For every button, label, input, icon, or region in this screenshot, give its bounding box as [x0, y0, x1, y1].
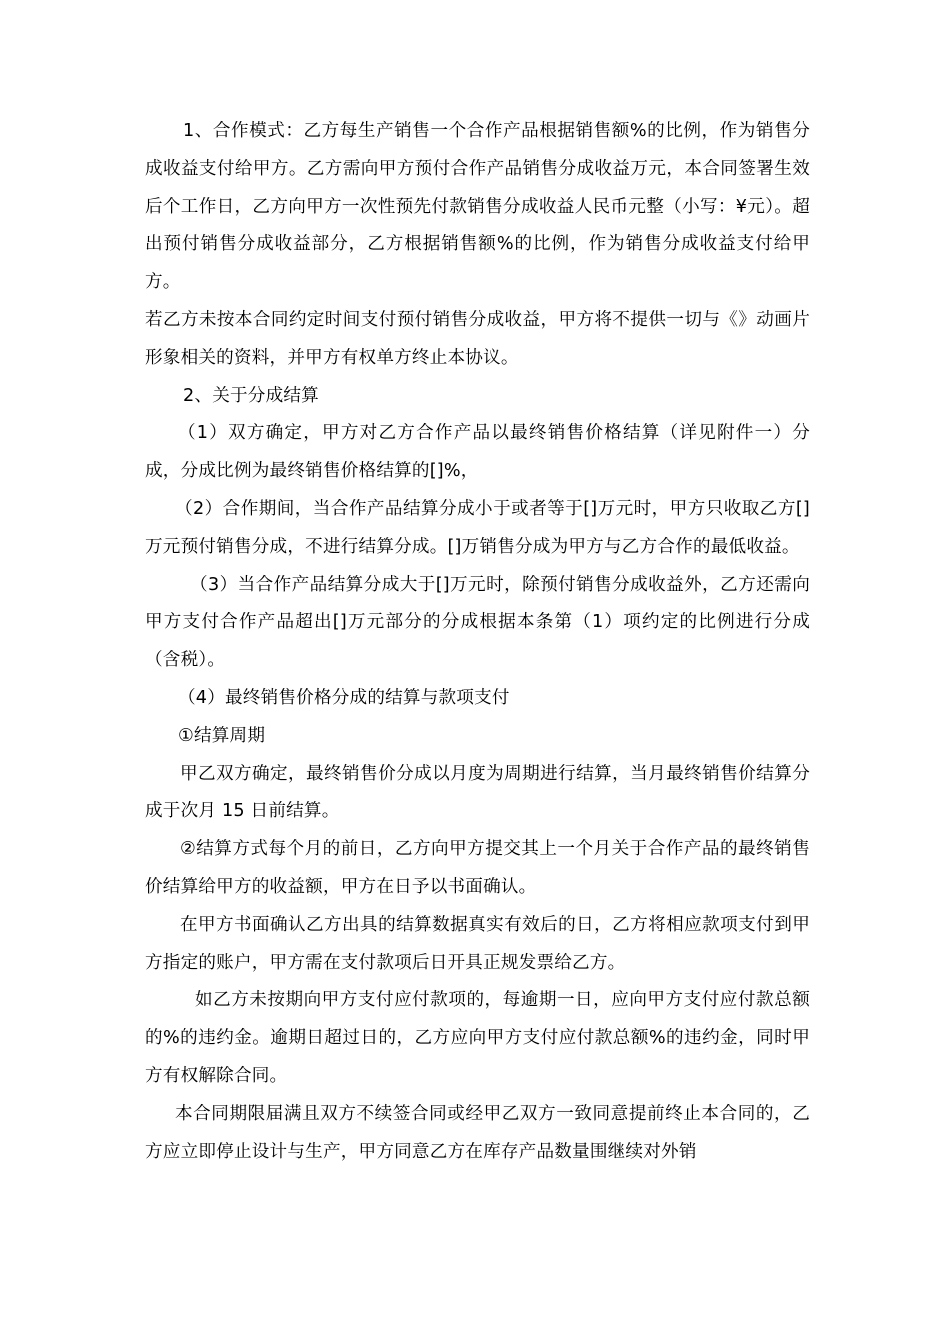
paragraph-payment-account: 在甲方书面确认乙方出具的结算数据真实有效后的日，乙方将相应款项支付到甲方指定的账户，甲方需在支付款项后日开具正规发票给乙方。: [145, 914, 810, 973]
paragraph-settlement-method: ②结算方式每个月的前日，乙方向甲方提交其上一个月关于合作产品的最终销售价结算给甲方的收益额，甲方在日予以书面确认。: [145, 839, 810, 897]
section-heading-settlement: 2、关于分成结算: [183, 385, 319, 406]
paragraph-cooperation-mode: 1、合作模式：乙方每生产销售一个合作产品根据销售额%的比例，作为销售分成收益支付给甲方。乙方需向甲方预付合作产品销售分成收益万元，本合同签署生效后个工作日，乙方向甲方一次性预先付款销售分成收益人民币元整（小写：¥元）。超出预付销售分成收益部分，乙方根据销售额%的比例，作为销售分成收益支付给甲方。: [145, 121, 810, 293]
paragraph-termination-notice: 若乙方未按本合同约定时间支付预付销售分成收益，甲方将不提供一切与《》动画片形象相关的资料，并甲方有权单方终止本协议。: [145, 309, 810, 368]
document-body: [145, 113, 810, 1171]
paragraph-clause-1: （1）双方确定，甲方对乙方合作产品以最终销售价格结算（详见附件一）分成，分成比例为最终销售价格结算的[]%，: [145, 423, 810, 482]
paragraph-late-penalty: 如乙方未按期向甲方支付应付款项的，每逾期一日，应向甲方支付应付款总额的%的违约金。逾期日超过日的，乙方应向甲方支付应付款总额%的违约金，同时甲方有权解除合同。: [145, 990, 810, 1086]
subheading-settlement-period: ①结算周期: [178, 725, 266, 746]
paragraph-contract-expiry: 本合同期限届满且双方不续签合同或经甲乙双方一致同意提前终止本合同的，乙方应立即停止设计与生产，甲方同意乙方在库存产品数量围继续对外销: [145, 1103, 810, 1162]
paragraph-clause-4: （4）最终销售价格分成的结算与款项支付: [178, 687, 510, 708]
paragraph-clause-3: （3）当合作产品结算分成大于[]万元时，除预付销售分成收益外，乙方还需向甲方支付合作产品超出[]万元部分的分成根据本条第（1）项约定的比例进行分成（含税）。: [145, 574, 810, 671]
paragraph-clause-2: （2）合作期间，当合作产品结算分成小于或者等于[]万元时，甲方只收取乙方[]万元预付销售分成，不进行结算分成。[]万销售分成为甲方与乙方合作的最低收益。: [145, 498, 810, 557]
paragraph-settlement-period: 甲乙双方确定，最终销售价分成以月度为周期进行结算，当月最终销售价结算分成于次月 15 日前结算。: [145, 763, 810, 822]
